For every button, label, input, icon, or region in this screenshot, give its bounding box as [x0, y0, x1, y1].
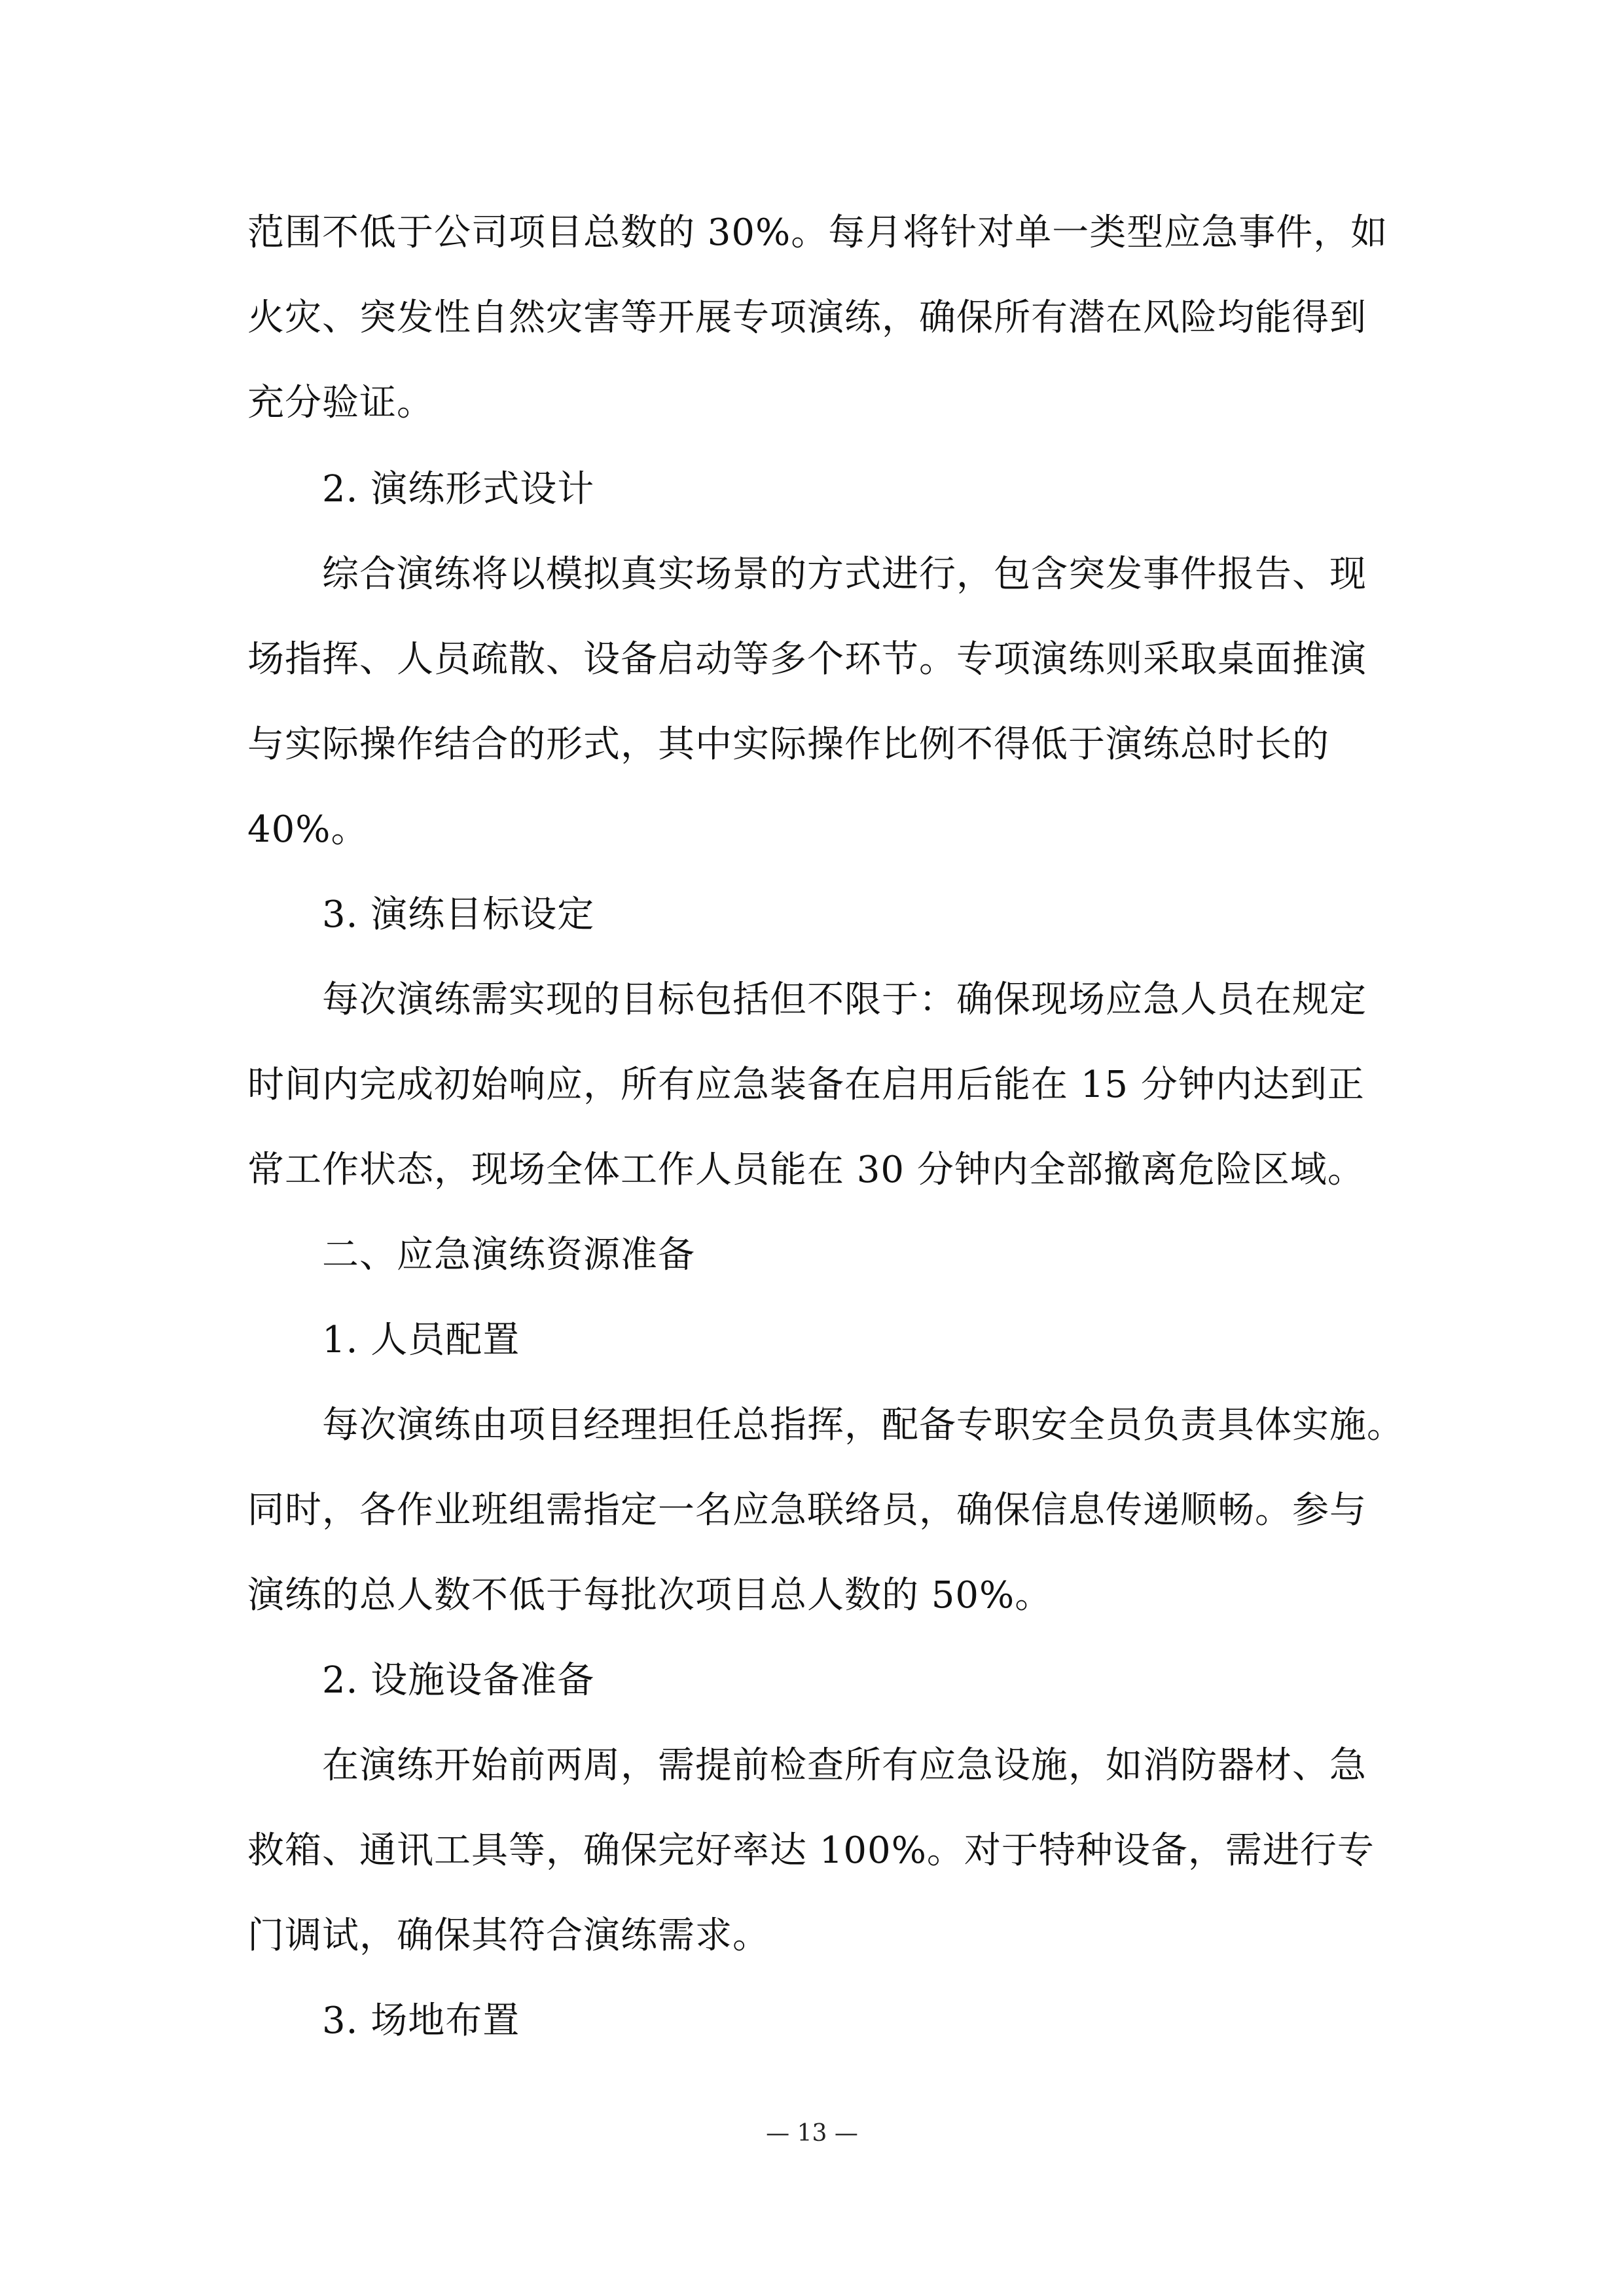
paragraph-line: 在演练开始前两周，需提前检查所有应急设施，如消防器材、急 — [322, 1744, 1367, 1787]
paragraph-line: 门调试，确保其符合演练需求。 — [247, 1914, 770, 1957]
paragraph-line: 演练的总人数不低于每批次项目总人数的 50%。 — [247, 1574, 1053, 1617]
section-heading-2: 2. 演练形式设计 — [322, 468, 595, 511]
paragraph-line: 场指挥、人员疏散、设备启动等多个环节。专项演练则采取桌面推演 — [247, 638, 1367, 681]
paragraph-line: 充分验证。 — [247, 382, 434, 424]
paragraph-line: 40%。 — [247, 808, 369, 851]
paragraph-line: 综合演练将以模拟真实场景的方式进行，包含突发事件报告、现 — [322, 553, 1367, 596]
paragraph-line: 常工作状态，现场全体工作人员能在 30 分钟内全部撤离危险区域。 — [247, 1149, 1365, 1191]
section-heading-3b: 3. 场地布置 — [322, 2000, 520, 2042]
paragraph-line: 与实际操作结合的形式，其中实际操作比例不得低于演练总时长的 — [247, 723, 1329, 766]
section-heading-1: 1. 人员配置 — [322, 1319, 520, 1361]
section-heading-2b: 2. 设施设备准备 — [322, 1659, 595, 1702]
page-number: — 13 — — [766, 2120, 858, 2147]
section-heading-3: 3. 演练目标设定 — [322, 893, 595, 936]
paragraph-line: 火灾、突发性自然灾害等开展专项演练，确保所有潜在风险均能得到 — [247, 296, 1367, 339]
chapter-heading: 二、应急演练资源准备 — [322, 1234, 695, 1276]
paragraph-line: 每次演练由项目经理担任总指挥，配备专职安全员负责具体实施。 — [322, 1404, 1404, 1446]
paragraph-line: 救箱、通讯工具等，确保完好率达 100%。对于特种设备，需进行专 — [247, 1829, 1375, 1872]
paragraph-line: 同时，各作业班组需指定一名应急联络员，确保信息传递顺畅。参与 — [247, 1489, 1367, 1532]
paragraph-line: 范围不低于公司项目总数的 30%。每月将针对单一类型应急事件，如 — [247, 211, 1388, 254]
paragraph-line: 每次演练需实现的目标包括但不限于：确保现场应急人员在规定 — [322, 978, 1367, 1021]
paragraph-line: 时间内完成初始响应，所有应急装备在启用后能在 15 分钟内达到正 — [247, 1064, 1365, 1106]
